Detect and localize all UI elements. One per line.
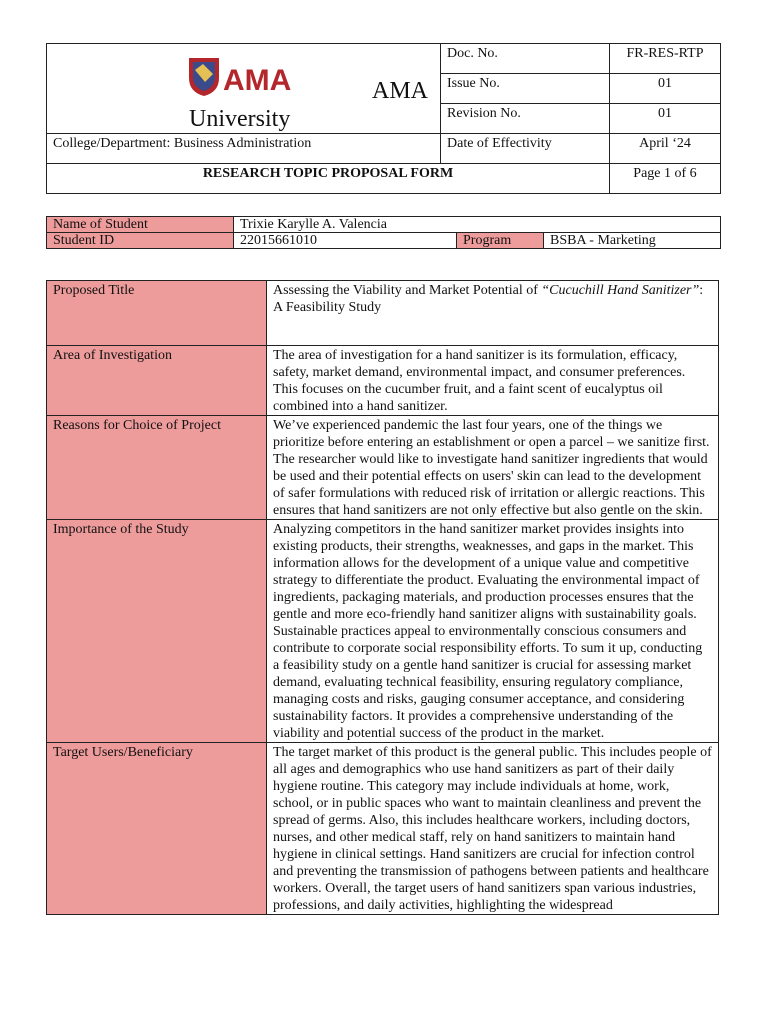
program-label: Program xyxy=(457,233,544,249)
effectivity-label: Date of Effectivity xyxy=(441,134,610,164)
importance-label: Importance of the Study xyxy=(47,520,267,743)
doc-no-value: FR-RES-RTP xyxy=(610,44,721,74)
issue-no-label: Issue No. xyxy=(441,74,610,104)
doc-no-label: Doc. No. xyxy=(441,44,610,74)
reasons-text: We’ve experienced pandemic the last four years, one of the things we prioritize before entering an establishment or open a parcel – we sanitize first. The researcher would like to investigate hand sanitizer ingredients that would be used and their potential effects on users' skin can lead to the development of safer formulations with reduced risk of irritation or allergic reactions. This ensures that hand sanitizers are not only effective but also gentle on the skin. xyxy=(267,416,719,520)
page-number: Page 1 of 6 xyxy=(610,164,721,194)
importance-text: Analyzing competitors in the hand sanitizer market provides insights into existing products, their strengths, weaknesses, and gaps in the market. This information allows for the development of a unique value and competitive strategy to differentiate the product. Evaluating the environmental impact of ingredients, packaging materials, and production processes ensures that the gentle and more eco-friendly hand sanitizer aligns with sustainability goals. Sustainable practices appeal to environmentally conscious consumers and contribute to corporate social responsibility efforts. To sum it up, conducting a feasibility study on a gentle hand sanitizer is crucial for assessing market demand, evaluating technical feasibility, ensuring regulatory compliance, managing costs and risks, gauging consumer acceptance, and considering sustainability factors. It provides a comprehensive understanding of the viability and potential success of the product in the market. xyxy=(267,520,719,743)
proposed-title-label: Proposed Title xyxy=(47,281,267,346)
ama-logo xyxy=(187,56,307,96)
program-value: BSBA - Marketing xyxy=(544,233,721,249)
revision-no-value: 01 xyxy=(610,104,721,134)
target-text: The target market of this product is the general public. This includes people of all ages and demographics who use hand sanitizers as part of their daily hygiene routine. This category may include individuals at home, work, school, or in public spaces who want to maintain cleanliness and prevent the spread of germs. Also, this includes healthcare workers, including doctors, nurses, and other medical staff, rely on hand sanitizers to maintain hand hygiene in clinical settings. Hand sanitizers are crucial for infection control and preventing the transmission of pathogens between patients and healthcare workers. Overall, the target users of hand sanitizers span various industries, professions, and daily activities, highlighting the widespread xyxy=(267,743,719,915)
area-label: Area of Investigation xyxy=(47,346,267,416)
ama-label: AMA xyxy=(372,78,429,104)
effectivity-value: April ‘24 xyxy=(610,134,721,164)
student-name-label: Name of Student xyxy=(47,217,234,233)
student-info-table xyxy=(46,216,721,249)
proposed-title-value: Assessing the Viability and Market Potential of “Cucuchill Hand Sanitizer”: A Feasibility Study xyxy=(267,281,719,346)
form-title: RESEARCH TOPIC PROPOSAL FORM xyxy=(47,164,610,194)
university-word: University xyxy=(189,106,291,132)
revision-no-label: Revision No. xyxy=(441,104,610,134)
student-id-value: 22015661010 xyxy=(234,233,457,249)
proposal-table xyxy=(46,280,719,915)
student-name-value: Trixie Karylle A. Valencia xyxy=(234,217,721,233)
svg-text:AMA: AMA xyxy=(223,64,292,96)
issue-no-value: 01 xyxy=(610,74,721,104)
student-id-label: Student ID xyxy=(47,233,234,249)
area-text: The area of investigation for a hand sanitizer is its formulation, efficacy, safety, market demand, environmental impact, and consumer preferences. This focuses on the cucumber fruit, and a faint scent of eucalyptus oil combined into a hand sanitizer. xyxy=(267,346,719,416)
document-header xyxy=(46,43,721,194)
logo-cell xyxy=(47,44,441,134)
college-department: College/Department: Business Administration xyxy=(47,134,441,164)
target-label: Target Users/Beneficiary xyxy=(47,743,267,915)
reasons-label: Reasons for Choice of Project xyxy=(47,416,267,520)
